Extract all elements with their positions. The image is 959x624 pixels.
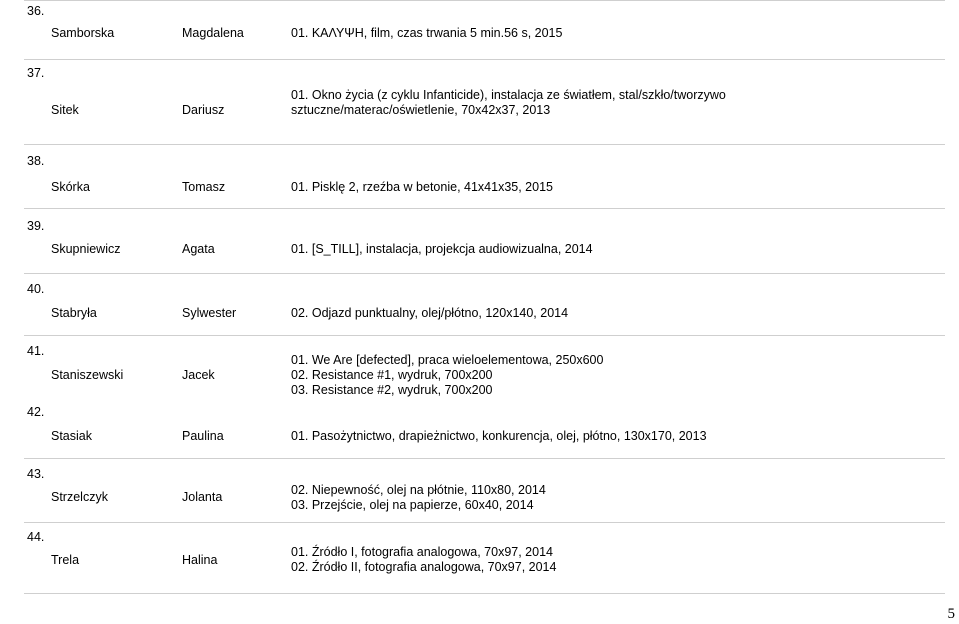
entry-number: 42. (27, 405, 45, 419)
artist-first-name: Jacek (182, 368, 215, 382)
artist-surname: Stabryła (51, 306, 97, 320)
row-divider (24, 458, 945, 459)
work-entry: 01. Źródło I, fotografia analogowa, 70x97, 2014 (291, 545, 553, 559)
artist-surname: Trela (51, 553, 80, 567)
row-divider (24, 208, 945, 209)
artist-first-name: Paulina (182, 429, 224, 443)
entry-number: 38. (27, 154, 45, 168)
artist-surname: Skupniewicz (51, 242, 121, 256)
artist-first-name: Agata (182, 242, 215, 256)
entry-number: 41. (27, 344, 45, 358)
artist-first-name: Magdalena (182, 26, 244, 40)
row-divider (24, 593, 945, 594)
row-divider (24, 273, 945, 274)
artist-surname: Skórka (51, 180, 90, 194)
work-entry: sztuczne/materac/oświetlenie, 70x42x37, 2013 (291, 103, 551, 117)
page-number: 5 (947, 606, 955, 622)
entry-number: 43. (27, 467, 45, 481)
work-entry: 03. Resistance #2, wydruk, 700x200 (291, 383, 493, 397)
work-entry: 01. We Are [defected], praca wieloelementowa, 250x600 (291, 353, 604, 367)
entry-number: 44. (27, 530, 45, 544)
row-divider (24, 0, 945, 1)
artist-surname: Strzelczyk (51, 490, 108, 504)
work-entry: 02. Resistance #1, wydruk, 700x200 (291, 368, 493, 382)
artist-first-name: Tomasz (182, 180, 226, 194)
entry-number: 40. (27, 282, 45, 296)
artist-first-name: Dariusz (182, 103, 225, 117)
work-entry: 01. Okno życia (z cyklu Infanticide), instalacja ze światłem, stal/szkło/tworzywo (291, 88, 726, 102)
artist-first-name: Jolanta (182, 490, 223, 504)
work-entry: 01. Pasożytnictwo, drapieżnictwo, konkurencja, olej, płótno, 130x170, 2013 (291, 429, 707, 443)
work-entry: 03. Przejście, olej na papierze, 60x40, 2014 (291, 498, 534, 512)
artist-surname: Samborska (51, 26, 115, 40)
artist-first-name: Sylwester (182, 306, 237, 320)
work-entry: 01. ΚΑΛΥΨΗ, film, czas trwania 5 min.56 s, 2015 (291, 26, 563, 40)
artist-surname: Sitek (51, 103, 79, 117)
artist-first-name: Halina (182, 553, 218, 567)
entry-number: 37. (27, 66, 45, 80)
work-entry: 01. [S_TILL], instalacja, projekcja audiowizualna, 2014 (291, 242, 593, 256)
row-divider (24, 522, 945, 523)
work-entry: 02. Niepewność, olej na płótnie, 110x80, 2014 (291, 483, 546, 497)
entry-number: 36. (27, 4, 45, 18)
entry-number: 39. (27, 219, 45, 233)
artist-surname: Staniszewski (51, 368, 124, 382)
row-divider (24, 144, 945, 145)
work-entry: 01. Pisklę 2, rzeźba w betonie, 41x41x35, 2015 (291, 180, 553, 194)
work-entry: 02. Źródło II, fotografia analogowa, 70x97, 2014 (291, 560, 557, 574)
row-divider (24, 335, 945, 336)
row-divider (24, 59, 945, 60)
artist-surname: Stasiak (51, 429, 92, 443)
work-entry: 02. Odjazd punktualny, olej/płótno, 120x140, 2014 (291, 306, 569, 320)
